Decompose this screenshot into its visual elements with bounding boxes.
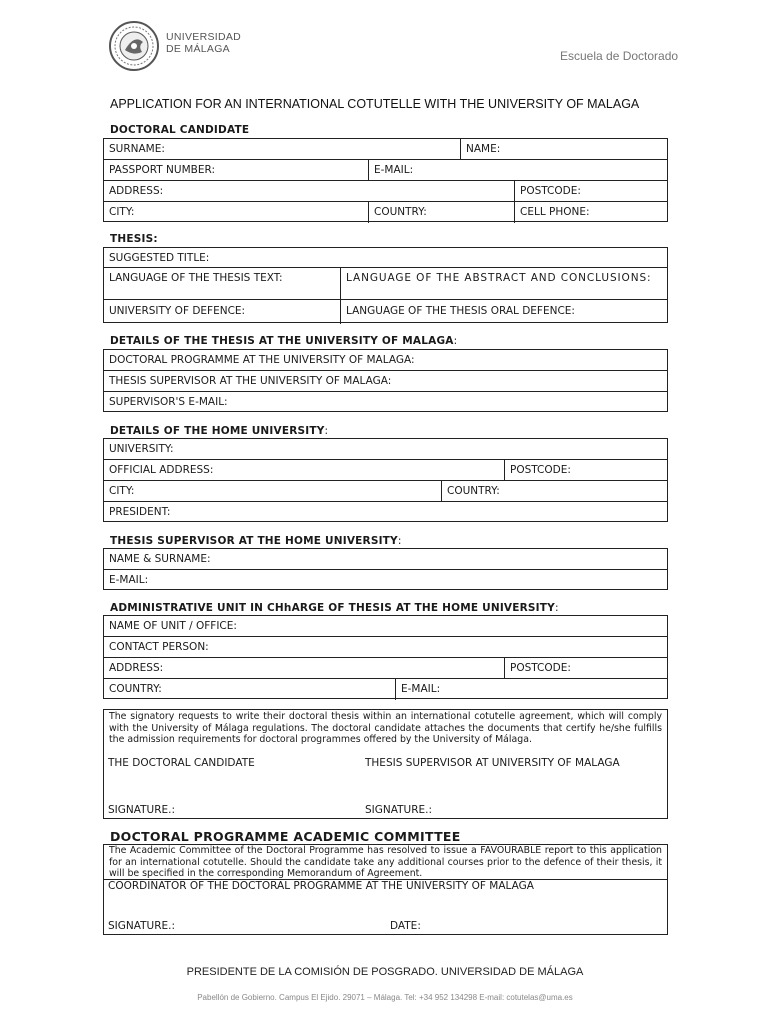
oral-defence-language-field[interactable]: LANGUAGE OF THE THESIS ORAL DEFENCE: [340,300,667,324]
footer-president: PRESIDENTE DE LA COMISIÓN DE POSGRADO. UNIVERSIDAD DE MÁLAGA [186,966,584,978]
section-heading-candidate: DOCTORAL CANDIDATE [110,124,250,136]
supervisor-row [104,549,667,570]
home-university-field[interactable]: UNIVERSITY: [109,443,174,455]
candidate-signature-field[interactable]: SIGNATURE.: [108,804,176,816]
home-university-heading-text: DETAILS OF THE HOME UNIVERSITY [110,425,325,437]
committee-signature-field[interactable]: SIGNATURE.: [108,920,176,932]
home-row [104,439,667,460]
surname-field[interactable]: SURNAME: [109,143,165,155]
uma-details-heading-colon: : [453,335,458,347]
unit-office-field[interactable]: NAME OF UNIT / OFFICE: [109,620,237,632]
home-president-field[interactable]: PRESIDENT: [109,506,171,518]
committee-date-field[interactable]: DATE: [390,920,421,932]
home-supervisor-table [103,548,668,590]
contact-person-field[interactable]: CONTACT PERSON: [109,641,209,653]
home-university-table [103,438,668,522]
suggested-title-field[interactable]: SUGGESTED TITLE: [109,252,210,264]
admin-unit-table [103,615,668,699]
passport-number-field[interactable]: PASSPORT NUMBER: [109,164,215,176]
declaration-text: The signatory requests to write their doctoral thesis within an international cotutelle agreement, which will comply with the University of Málaga regulations. The doctoral candidate attaches the documents that certify he/she fulfills the admission requirements for doctoral programmes offered by the University of Málaga. [109,711,662,745]
home-postcode-field[interactable]: POSTCODE: [504,460,667,480]
uma-details-heading-text: DETAILS OF THE THESIS AT THE UNIVERSITY OF MALAGA [110,335,454,347]
university-name-line1: UNIVERSIDAD [166,31,242,43]
home-supervisor-email-field[interactable]: E-MAIL: [109,574,149,586]
page-title: APPLICATION FOR AN INTERNATIONAL COTUTELLE WITH THE UNIVERSITY OF MALAGA [110,97,640,111]
section-heading-home-university [110,425,328,437]
uma-details-table [103,349,668,412]
footer-contact: Pabellón de Gobierno. Campus El Ejido. 29071 – Málaga. Tel: +34 952 134298 E-mail: cotutelas@uma.es [197,993,573,1002]
supervisor-signature-field[interactable]: SIGNATURE.: [365,804,433,816]
admin-country-field[interactable]: COUNTRY: [109,683,162,695]
coordinator-label: COORDINATOR OF THE DOCTORAL PROGRAMME AT THE UNIVERSITY OF MALAGA [108,880,534,892]
uma-row [104,392,667,413]
home-row [104,502,667,523]
declaration-box [103,709,668,819]
home-supervisor-heading-text: THESIS SUPERVISOR AT THE HOME UNIVERSITY [110,535,398,547]
university-of-defence-field[interactable]: UNIVERSITY OF DEFENCE: [109,305,246,317]
cell-phone-field[interactable]: CELL PHONE: [514,202,667,223]
thesis-table [103,247,668,323]
admin-row [104,616,667,637]
university-seal-logo [108,20,160,72]
admin-unit-heading-colon: : [554,602,559,614]
home-row [104,481,667,502]
admin-row [104,658,667,679]
candidate-row [104,139,667,160]
admin-address-field[interactable]: ADDRESS: [109,662,164,674]
school-name: Escuela de Doctorado [560,49,679,63]
section-heading-uma-details [110,335,457,347]
admin-unit-heading-text: ADMINISTRATIVE UNIT IN CHhARGE OF THESIS AT THE HOME UNIVERSITY [110,602,555,614]
home-supervisor-name-field[interactable]: NAME & SURNAME: [109,553,211,565]
thesis-row [104,248,667,268]
candidate-row [104,181,667,202]
candidate-row [104,160,667,181]
admin-email-field[interactable]: E-MAIL: [395,679,667,700]
uma-row [104,350,667,371]
candidate-row [104,202,667,223]
university-name-line2: DE MÁLAGA [166,43,230,55]
section-heading-thesis: THESIS: [110,233,158,245]
admin-row [104,637,667,658]
home-university-heading-colon: : [324,425,329,437]
uma-programme-field[interactable]: DOCTORAL PROGRAMME AT THE UNIVERSITY OF MALAGA: [109,354,415,366]
home-country-field[interactable]: COUNTRY: [441,481,667,501]
home-row [104,460,667,481]
home-city-field[interactable]: CITY: [109,485,135,497]
home-official-address-field[interactable]: OFFICIAL ADDRESS: [109,464,214,476]
doctoral-candidate-label: THE DOCTORAL CANDIDATE [108,757,255,769]
thesis-language-field[interactable]: LANGUAGE OF THE THESIS TEXT: [109,272,283,284]
admin-postcode-field[interactable]: POSTCODE: [504,658,667,678]
committee-text: The Academic Committee of the Doctoral Programme has resolved to issue a FAVOURABLE report to this application for an international cotutelle. Should the candidate take any additional courses prior to the defence of their thesis, it will be specified in the corresponding Memorandum of Agreement. [104,845,667,880]
supervisor-row [104,570,667,591]
home-supervisor-heading-colon: : [397,535,402,547]
committee-box [103,844,668,935]
name-field[interactable]: NAME: [460,139,667,159]
candidate-city-field[interactable]: CITY: [109,206,135,218]
candidate-country-field[interactable]: COUNTRY: [368,202,514,223]
candidate-address-field[interactable]: ADDRESS: [109,185,164,197]
uma-supervisor-label: THESIS SUPERVISOR AT UNIVERSITY OF MALAGA [365,757,620,769]
candidate-table [103,138,668,222]
candidate-email-field[interactable]: E-MAIL: [368,160,667,180]
thesis-row [104,300,667,324]
candidate-postcode-field[interactable]: POSTCODE: [514,181,667,201]
admin-row [104,679,667,700]
uma-row [104,371,667,392]
university-name [166,31,241,55]
section-heading-admin-unit [110,602,559,614]
section-heading-home-supervisor [110,535,402,547]
abstract-language-field[interactable]: LANGUAGE OF THE ABSTRACT AND CONCLUSIONS: [340,268,667,299]
uma-supervisor-field[interactable]: THESIS SUPERVISOR AT THE UNIVERSITY OF MALAGA: [109,375,392,387]
section-heading-committee: DOCTORAL PROGRAMME ACADEMIC COMMITTEE [110,829,461,844]
uma-supervisor-email-field[interactable]: SUPERVISOR'S E-MAIL: [109,396,228,408]
thesis-row [104,268,667,300]
